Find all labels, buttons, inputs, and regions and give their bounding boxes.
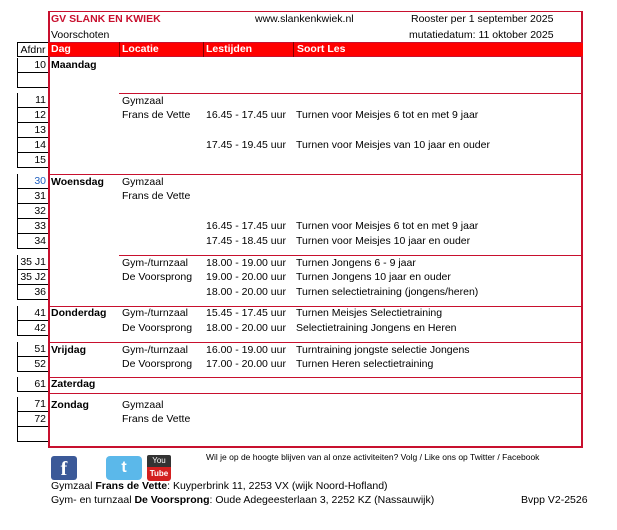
row-number: 33: [17, 219, 48, 234]
row-number: 12: [17, 108, 48, 123]
lesson-cell: Turnen voor Meisjes 10 jaar en ouder: [296, 235, 471, 247]
row-number: 36: [17, 285, 48, 300]
address-detail: : Kuyperbrink 11, 2253 VX (wijk Noord-Hofland): [167, 480, 388, 492]
day-maandag: Maandag: [51, 59, 97, 71]
day-woensdag: Woensdag: [51, 176, 104, 188]
col-separator: [119, 42, 120, 57]
time-cell: 18.00 - 20.00 uur: [206, 286, 286, 298]
time-cell: 15.45 - 17.45 uur: [206, 307, 286, 319]
lesson-cell: Selectietraining Jongens en Heren: [296, 322, 457, 334]
address-prefix: Gym- en turnzaal: [51, 494, 135, 506]
day-donderdag: Donderdag: [51, 307, 107, 319]
row-number: 52: [17, 357, 48, 372]
website-url[interactable]: www.slankenkwiek.nl: [255, 13, 354, 25]
youtube-icon[interactable]: [147, 455, 171, 481]
row-number: 41: [17, 306, 48, 321]
youtube-label-top: You: [147, 455, 171, 467]
time-cell: 16.45 - 17.45 uur: [206, 220, 286, 232]
town-name: Voorschoten: [51, 29, 110, 41]
location-cell: De Voorsprong: [122, 322, 193, 334]
row-number: 61: [17, 377, 48, 392]
row-number: [17, 73, 48, 88]
row-number: 15: [17, 153, 48, 168]
lesson-cell: Turntraining jongste selectie Jongens: [296, 344, 470, 356]
address-de-voorsprong: [51, 493, 434, 508]
time-cell: 18.00 - 20.00 uur: [206, 322, 286, 334]
time-cell: 17.00 - 20.00 uur: [206, 358, 286, 370]
address-venue: De Voorsprong: [134, 494, 210, 506]
row-number: 31: [17, 189, 48, 204]
location-cell: Gymzaal: [122, 399, 164, 411]
mutation-date: mutatiedatum: 11 oktober 2025: [409, 29, 554, 41]
row-number: 72: [17, 412, 48, 427]
location-cell: Frans de Vette: [122, 413, 191, 425]
time-cell: 16.45 - 17.45 uur: [206, 109, 286, 121]
facebook-icon[interactable]: f: [51, 456, 77, 480]
location-cell: Gym-/turnzaal: [122, 257, 188, 269]
time-cell: 17.45 - 18.45 uur: [206, 235, 286, 247]
location-cell: Gym-/turnzaal: [122, 344, 188, 356]
row-number: 35 J2: [17, 270, 48, 285]
lesson-cell: Turnen Jongens 10 jaar en ouder: [296, 271, 451, 283]
location-cell: Gymzaal: [122, 176, 164, 188]
lesson-cell: Turnen Meisjes Selectietraining: [296, 307, 443, 319]
lesson-cell: Turnen voor Meisjes 6 tot en met 9 jaar: [296, 109, 479, 121]
location-cell: Gymzaal: [122, 95, 164, 107]
location-cell: Frans de Vette: [122, 190, 191, 202]
section-divider: [48, 377, 583, 378]
section-divider: [48, 393, 583, 394]
day-zondag: Zondag: [51, 399, 89, 411]
location-cell: Frans de Vette: [122, 109, 191, 121]
row-number: 10: [17, 58, 48, 73]
row-number: 13: [17, 123, 48, 138]
address-frans-de-vette: [51, 479, 388, 494]
col-separator: [293, 42, 294, 57]
location-cell: De Voorsprong: [122, 358, 193, 370]
address-detail: : Oude Adegeesterlaan 3, 2252 KZ (Nassauwijk): [209, 494, 435, 506]
address-prefix: Gymzaal: [51, 480, 96, 492]
time-cell: 19.00 - 20.00 uur: [206, 271, 286, 283]
lesson-cell: Turnen voor Meisjes 6 tot en met 9 jaar: [296, 220, 479, 232]
col-header-locatie: Locatie: [122, 43, 159, 55]
youtube-label-bottom: Tube: [147, 467, 171, 481]
row-number: 71: [17, 397, 48, 412]
row-number: 32: [17, 204, 48, 219]
col-header-lestijden: Lestijden: [206, 43, 253, 55]
version-label: Bvpp V2-2526: [521, 494, 588, 506]
row-number: 34: [17, 234, 48, 249]
row-number: 42: [17, 321, 48, 336]
time-cell: 18.00 - 19.00 uur: [206, 257, 286, 269]
social-note: Wil je op de hoogte blijven van al onze activiteiten? Volg / Like ons op Twitter / Facebook: [206, 452, 540, 462]
col-separator: [203, 42, 204, 57]
club-name: GV SLANK EN KWIEK: [51, 13, 161, 25]
time-cell: 16.00 - 19.00 uur: [206, 344, 286, 356]
day-vrijdag: Vrijdag: [51, 344, 87, 356]
lesson-cell: Turnen voor Meisjes van 10 jaar en ouder: [296, 139, 490, 151]
location-cell: De Voorsprong: [122, 271, 193, 283]
lesson-cell: Turnen Heren selectietraining: [296, 358, 434, 370]
row-number: 51: [17, 342, 48, 357]
lesson-cell: Turnen Jongens 6 - 9 jaar: [296, 257, 416, 269]
section-divider: [119, 93, 583, 94]
day-zaterdag: Zaterdag: [51, 378, 96, 390]
twitter-icon[interactable]: t: [106, 456, 142, 480]
time-cell: 17.45 - 19.45 uur: [206, 139, 286, 151]
address-venue: Frans de Vette: [95, 480, 168, 492]
row-number: 14: [17, 138, 48, 153]
col-header-soort: Soort Les: [297, 43, 346, 55]
lesson-cell: Turnen selectietraining (jongens/heren): [296, 286, 479, 298]
row-number: 11: [17, 93, 48, 108]
schedule-date: Rooster per 1 september 2025: [411, 13, 554, 25]
col-header-afdnr: Afdnr: [17, 42, 48, 57]
row-number: 35 J1: [17, 255, 48, 270]
location-cell: Gym-/turnzaal: [122, 307, 188, 319]
row-number: 30: [17, 174, 48, 189]
col-header-dag: Dag: [51, 43, 71, 55]
row-number: [17, 427, 48, 442]
